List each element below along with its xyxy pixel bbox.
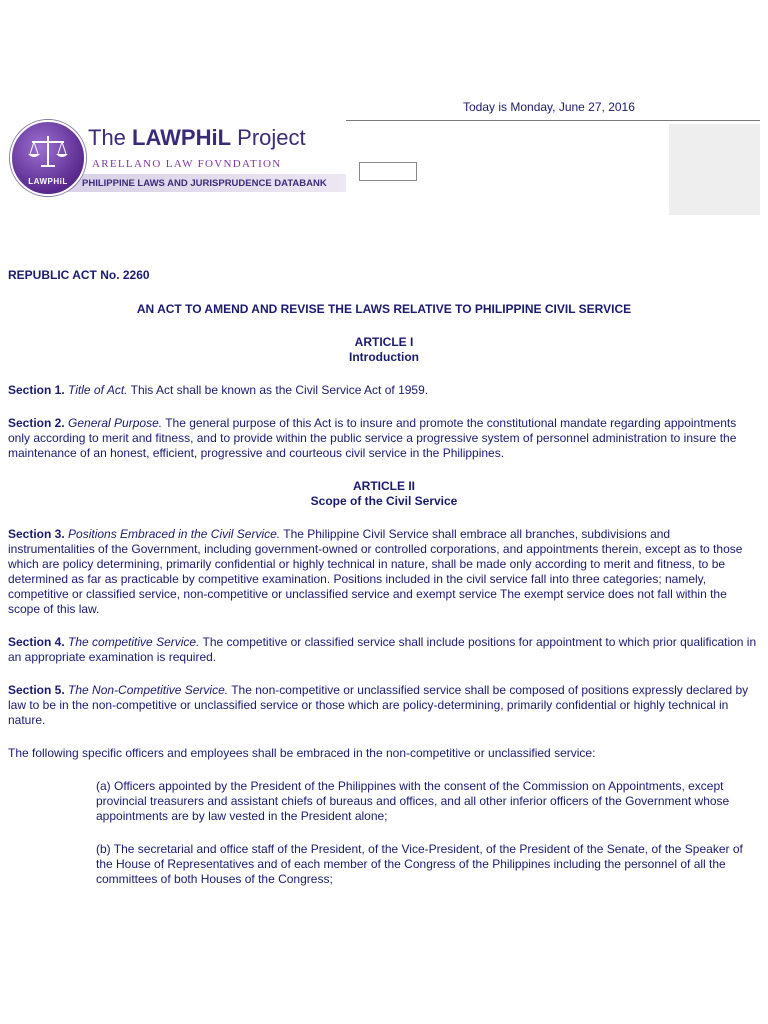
scales-of-justice-icon	[10, 120, 86, 196]
search-input[interactable]	[359, 162, 417, 181]
section-3: Section 3. Positions Embraced in the Civil Service. The Philippine Civil Service shall embrace all branches, subdivisions and instrumentalities of the Government, including government-owned or controlled corporations, and appointments therein, except as to those which are policy determining, primarily confidential or highly technical in nature, shall be made only according to merit and fitness, to be determined as far as practicable by competitive examination. Positions included in the civil service fall into three categories; namely, competitive or classified service, non-competitive or unclassified service and exempt service The exempt service does not fall within the scope of this law.	[8, 527, 743, 616]
article-1-number: ARTICLE I	[354, 335, 414, 349]
section-2: Section 2. General Purpose. The general purpose of this Act is to insure and promote the constitutional mandate regarding appointments only according to merit and fitness, and to provide within the public service a progressive system of personnel administration to insure the maintenance of an honest, efficient, progressive and courteous civil service in the Philippines.	[8, 416, 737, 460]
section-5: Section 5. The Non-Competitive Service. The non-competitive or unclassified service shall be composed of positions expressly declared by law to be in the non-competitive or unclassified service or those which are policy-determining, primarily confidential or highly technical in nature.	[8, 683, 749, 727]
lawphil-logo[interactable]	[8, 118, 346, 196]
header-divider	[346, 120, 760, 121]
logo-circle-label: LAWPHiL	[28, 177, 68, 186]
list-item-a: (a) Officers appointed by the President of the Philippines with the consent of the Commission on Appointments, except provincial treasurers and assistant chiefs of bureaus and offices, and all other inferior officers of the Government whose appointments are by law vested in the President alone;	[96, 779, 730, 823]
logo-databank-label: PHILIPPINE LAWS AND JURISPRUDENCE DATABANK	[82, 178, 327, 189]
article-1-title: Introduction	[349, 350, 419, 364]
following-paragraph: The following specific officers and employees shall be embraced in the non-competitive or unclassified service:	[8, 746, 596, 760]
section-4: Section 4. The competitive Service. The competitive or classified service shall include positions for appointment to which prior qualification in an appropriate examination is required.	[8, 635, 757, 664]
article-2-number: ARTICLE II	[353, 479, 415, 493]
list-item-b: (b) The secretarial and office staff of the President, of the Vice-President, of the President of the Senate, of the Speaker of the House of Representatives and of each member of the Congress of the Philippines including the personnel of all the committees of both Houses of the Congress;	[96, 842, 743, 886]
article-2-title: Scope of the Civil Service	[310, 494, 458, 508]
act-title: AN ACT TO AMEND AND REVISE THE LAWS RELATIVE TO PHILIPPINE CIVIL SERVICE	[136, 302, 632, 316]
logo-subtitle: ARELLANO LAW FOVNDATION	[92, 158, 282, 170]
side-placeholder-box	[669, 124, 760, 215]
article-2-heading	[8, 479, 760, 509]
document-body	[8, 268, 760, 887]
act-number: REPUBLIC ACT No. 2260	[8, 268, 150, 282]
today-date: Today is Monday, June 27, 2016	[463, 100, 635, 114]
logo-title: The LAWPHiL Project	[88, 125, 306, 150]
article-1-heading	[8, 335, 760, 365]
section-1: Section 1. Title of Act. This Act shall be known as the Civil Service Act of 1959.	[8, 383, 429, 397]
